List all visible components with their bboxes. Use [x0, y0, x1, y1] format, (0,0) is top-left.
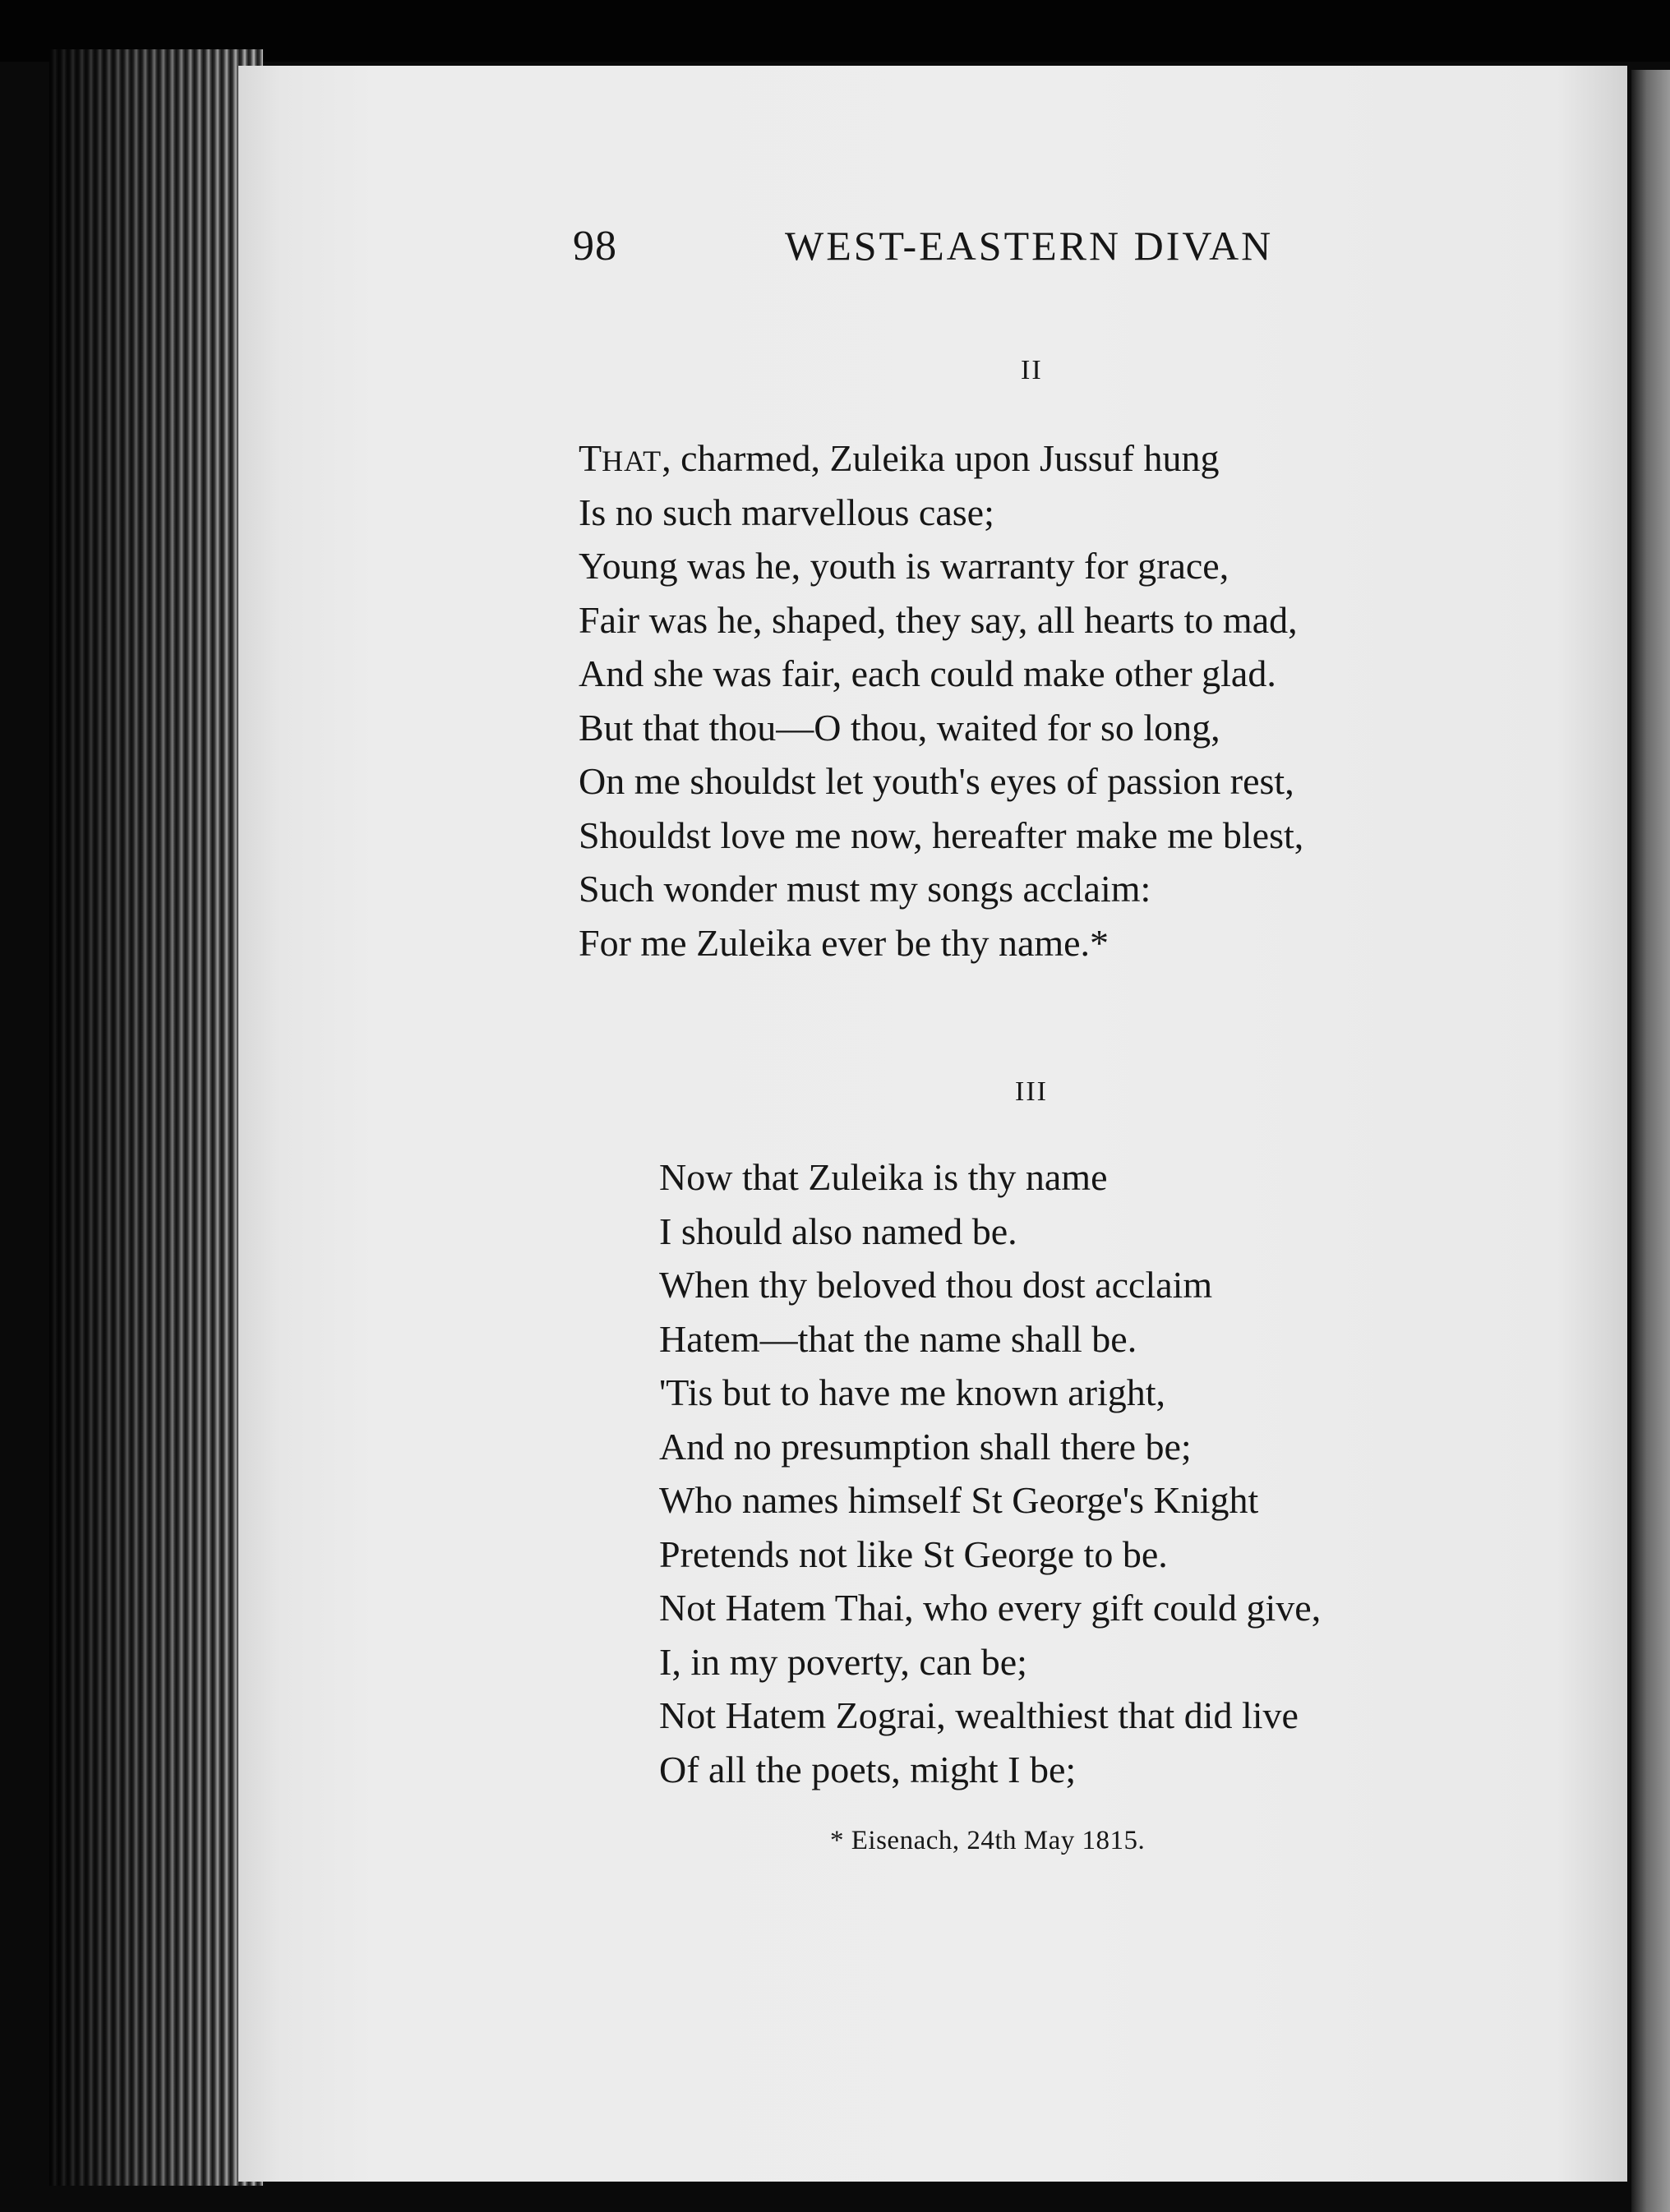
verse-line: But that thou—O thou, waited for so long,	[579, 706, 1220, 749]
poem-ii	[579, 431, 1303, 970]
small-caps-rest: HAT	[602, 445, 662, 477]
verse-line: Is no such marvellous case;	[579, 491, 994, 533]
page-number: 98	[573, 223, 617, 270]
book-edge-shadow	[49, 49, 263, 2186]
verse-line: 'Tis but to have me known aright,	[659, 1371, 1166, 1413]
verse-line: Fair was he, shaped, they say, all hearts to mad,	[579, 598, 1298, 641]
verse-line	[579, 431, 1303, 486]
verse-line: Hatem—that the name shall be.	[659, 1317, 1137, 1360]
verse-line: When thy beloved thou dost acclaim	[659, 1264, 1213, 1306]
verse-line: I should also named be.	[659, 1210, 1017, 1252]
verse-line: Shouldst love me now, hereafter make me blest,	[579, 813, 1304, 856]
footnote: * Eisenach, 24th May 1815.	[830, 1826, 1146, 1855]
facing-page-edge	[1631, 70, 1670, 2212]
verse-line-text: , charmed, Zuleika upon Jussuf hung	[662, 437, 1220, 479]
poem-iii	[659, 1150, 1321, 1796]
verse-line: Now that Zuleika is thy name	[659, 1156, 1108, 1198]
verse-line: I, in my poverty, can be;	[659, 1640, 1027, 1683]
section-numeral-ii: II	[1021, 355, 1043, 385]
section-numeral-iii: III	[1015, 1076, 1048, 1107]
verse-line: And she was fair, each could make other glad.	[579, 652, 1276, 694]
verse-line: And no presumption shall there be;	[659, 1425, 1192, 1468]
verse-line: For me Zuleika ever be thy name.*	[579, 921, 1109, 964]
verse-line: Who names himself St George's Knight	[659, 1479, 1259, 1521]
verse-line: Such wonder must my songs acclaim:	[579, 868, 1151, 910]
page-paper	[238, 66, 1627, 2182]
verse-line: Not Hatem Thai, who every gift could give,	[659, 1587, 1322, 1629]
verse-line: On me shouldst let youth's eyes of passion rest,	[579, 760, 1294, 802]
small-caps-initial: T	[579, 437, 602, 479]
verse-line: Young was he, youth is warranty for grace,	[579, 545, 1229, 587]
verse-line: Pretends not like St George to be.	[659, 1532, 1168, 1575]
running-head: WEST-EASTERN DIVAN	[785, 223, 1274, 269]
verse-line: Not Hatem Zograi, wealthiest that did live	[659, 1694, 1299, 1736]
verse-line: Of all the poets, might I be;	[659, 1748, 1077, 1790]
